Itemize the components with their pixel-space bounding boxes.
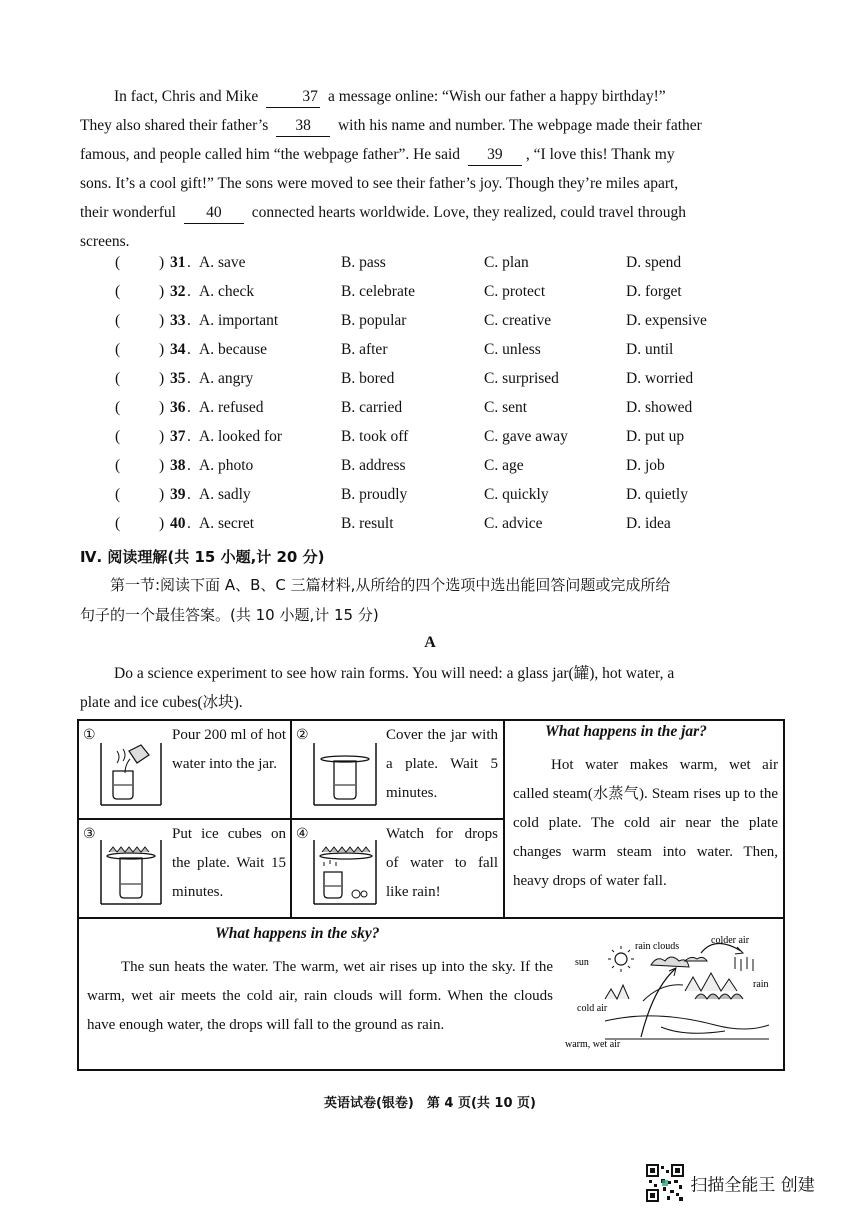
option-c: C. surprised — [484, 370, 559, 387]
option-d: D. quietly — [626, 486, 688, 503]
question-number: 39 — [170, 486, 186, 503]
passage-text: famous, and people called him “the webpage father”. He said — [80, 146, 461, 163]
passage-line — [80, 82, 785, 111]
diagram-label-colder-air: colder air — [711, 935, 750, 946]
answer-paren: ) — [159, 399, 165, 416]
step-cell — [78, 819, 291, 918]
option-b: B. address — [341, 457, 406, 474]
step-number: ② — [296, 728, 309, 743]
option-a: A. secret — [199, 515, 255, 532]
option-d: D. forget — [626, 283, 682, 300]
passage-text: with his name and number. The webpage made their father — [337, 117, 702, 134]
option-a: A. sadly — [199, 486, 251, 503]
option-row: ( ) 31 . A. save B. pass C. plan D. spend — [115, 254, 682, 271]
answer-paren[interactable]: ( — [115, 515, 121, 532]
step-cell — [78, 720, 291, 819]
option-a: A. check — [199, 283, 255, 300]
experiment-table — [77, 719, 785, 1071]
option-c: C. advice — [484, 515, 543, 532]
option-d: D. until — [626, 341, 674, 358]
blank-40: 40 — [184, 203, 244, 224]
option-c: C. creative — [484, 312, 552, 329]
answer-paren[interactable]: ( — [115, 312, 121, 329]
option-d: D. idea — [626, 515, 671, 532]
passage-intro-cont — [80, 688, 785, 717]
option-c: C. gave away — [484, 428, 568, 445]
option-a: A. photo — [199, 457, 254, 474]
sun-icon — [608, 946, 634, 972]
blank-37: 37 — [266, 87, 320, 108]
answer-paren: ) — [159, 312, 165, 329]
option-a: A. save — [199, 254, 246, 271]
answer-paren: ) — [159, 515, 165, 532]
diagram-label-cold-air: cold air — [577, 1003, 608, 1014]
answer-paren[interactable]: ( — [115, 399, 121, 416]
diagram-label-rain: rain — [753, 979, 769, 990]
option-row: ( ) 34 . A. because B. after C. unless D. until — [115, 341, 674, 358]
passage-line — [80, 111, 785, 140]
option-c: C. quickly — [484, 486, 549, 503]
cloze-passage — [80, 82, 785, 111]
option-d: D. job — [626, 457, 665, 474]
step-number: ① — [83, 728, 96, 743]
option-b: B. popular — [341, 312, 407, 329]
option-row: ( ) 32 . A. check B. celebrate C. protect D. forget — [115, 283, 682, 300]
ice-cubes-illustration — [97, 838, 165, 908]
instructions-line: 第一节:阅读下面 A、B、C 三篇材料,从所给的四个选项中选出能回答问题或完成所给 — [110, 576, 671, 594]
option-b: B. carried — [341, 399, 403, 416]
option-row: ( ) 33 . A. important B. popular C. creative D. expensive — [115, 312, 707, 329]
step-text: Watch for drops of water to fall like rain! — [386, 826, 498, 900]
option-row: ( ) 38 . A. photo B. address C. age D. job — [115, 457, 665, 474]
option-row: ( ) 36 . A. refused B. carried C. sent D. showed — [115, 399, 693, 416]
option-b: B. after — [341, 341, 388, 358]
option-d: D. spend — [626, 254, 682, 271]
answer-paren[interactable]: ( — [115, 428, 121, 445]
passage-line: screens. — [80, 233, 130, 250]
passage-text: their wonderful — [80, 204, 176, 221]
question-number: 38 — [170, 457, 186, 474]
jar-explanation — [504, 720, 784, 918]
option-c: C. plan — [484, 254, 529, 271]
diagram-label-rain-clouds: rain clouds — [635, 941, 680, 952]
question-number: 34 — [170, 341, 186, 358]
question-number: 36 — [170, 399, 186, 416]
passage-line: sons. It’s a cool gift!” The sons were moved to see their father’s joy. Though they’re miles apart, — [80, 175, 679, 192]
option-c: C. protect — [484, 283, 546, 300]
question-number: 35 — [170, 370, 186, 387]
answer-paren: ) — [159, 428, 165, 445]
option-b: B. result — [341, 515, 394, 532]
answer-paren: ) — [159, 457, 165, 474]
step-text: Put ice cubes on the plate. Wait 15 minutes. — [172, 826, 286, 900]
cloze-passage-cont — [80, 111, 785, 256]
section-instructions — [80, 570, 790, 630]
question-number: 32 — [170, 283, 186, 300]
intro-line: plate and ice cubes(冰块). — [80, 694, 243, 711]
jar-explanation-text: Hot water makes warm, wet air called steam(水蒸气). Steam rises up to the cold plate. The cold air near the plate changes warm steam into water. Then, heavy drops of water fall. — [513, 757, 778, 889]
option-b: B. proudly — [341, 486, 408, 503]
diagram-label-warm-wet-air: warm, wet air — [565, 1039, 621, 1050]
option-d: D. worried — [626, 370, 694, 387]
step-cell — [291, 720, 504, 819]
option-row: ( ) 40 . A. secret B. result C. advice D. idea — [115, 515, 671, 532]
passage-line — [80, 198, 785, 227]
step-text: Pour 200 ml of hot water into the jar. — [172, 727, 286, 772]
option-c: C. age — [484, 457, 524, 474]
jar-explanation-title: What happens in the jar? — [545, 723, 707, 740]
step-number: ④ — [296, 827, 309, 842]
option-d: D. showed — [626, 399, 693, 416]
scanner-watermark — [645, 1163, 815, 1203]
sky-explanation — [78, 918, 784, 1070]
option-row: ( ) 39 . A. sadly B. proudly C. quickly D. quietly — [115, 486, 688, 503]
water-drops-illustration — [310, 838, 380, 908]
option-a: A. important — [199, 312, 279, 329]
sky-explanation-title: What happens in the sky? — [215, 925, 380, 942]
question-number: 40 — [170, 515, 186, 532]
step-number: ③ — [83, 827, 96, 842]
option-a: A. angry — [199, 370, 254, 387]
passage-text: They also shared their father’s — [80, 117, 269, 134]
option-a: A. because — [199, 341, 267, 358]
option-row: ( ) 37 . A. looked for B. took off C. gave away D. put up — [115, 428, 685, 445]
instructions-line: 句子的一个最佳答案。(共 10 小题,计 15 分) — [80, 606, 379, 624]
step-text: Cover the jar with a plate. Wait 5 minutes. — [386, 727, 498, 801]
qr-code-icon — [645, 1163, 685, 1203]
section-heading: Ⅳ. 阅读理解(共 15 小题,计 20 分) — [80, 548, 325, 566]
question-number: 37 — [170, 428, 186, 445]
option-row: ( ) 35 . A. angry B. bored C. surprised D. worried — [115, 370, 694, 387]
question-number: 31 — [170, 254, 186, 271]
scanner-watermark-text: 扫描全能王 创建 — [690, 1175, 815, 1196]
intro-line: Do a science experiment to see how rain forms. You will need: a glass jar(罐), hot water, a — [114, 665, 675, 682]
answer-paren[interactable]: ( — [115, 457, 121, 474]
option-a: A. looked for — [199, 428, 283, 445]
answer-paren: ) — [159, 370, 165, 387]
option-b: B. bored — [341, 370, 395, 387]
sky-explanation-text: The sun heats the water. The warm, wet air rises up into the sky. If the warm, wet air meets the cold air, rain clouds will form. When the clouds have enough water, the drops will fall to the ground as rain. — [87, 959, 553, 1033]
answer-paren[interactable]: ( — [115, 341, 121, 358]
question-number: 33 — [170, 312, 186, 329]
answer-paren[interactable]: ( — [115, 283, 121, 300]
page-footer: 英语试卷(银卷) 第 4 页(共 10 页) — [323, 1096, 536, 1111]
blank-39: 39 — [468, 145, 522, 166]
diagram-label-sun: sun — [575, 957, 589, 968]
step-cell — [291, 819, 504, 918]
option-d: D. put up — [626, 428, 685, 445]
answer-paren[interactable]: ( — [115, 370, 121, 387]
passage-text: a message online: “Wish our father a happy birthday!” — [327, 88, 666, 105]
blank-38: 38 — [276, 116, 330, 137]
water-cycle-diagram — [565, 929, 779, 1051]
option-d: D. expensive — [626, 312, 707, 329]
answer-paren: ) — [159, 486, 165, 503]
answer-paren[interactable]: ( — [115, 486, 121, 503]
passage-intro — [80, 659, 785, 688]
passage-text: connected hearts worldwide. Love, they realized, could travel through — [251, 204, 686, 221]
passage-text: In fact, Chris and Mike — [114, 88, 259, 105]
answer-paren[interactable]: ( — [115, 254, 121, 271]
covered-jar-illustration — [310, 741, 380, 809]
passage-text: , “I love this! Thank my — [525, 146, 675, 163]
pour-water-illustration — [97, 741, 165, 809]
passage-letter: A — [424, 634, 436, 651]
answer-paren: ) — [159, 283, 165, 300]
answer-paren: ) — [159, 254, 165, 271]
option-c: C. sent — [484, 399, 528, 416]
option-b: B. took off — [341, 428, 409, 445]
passage-line — [80, 140, 785, 169]
option-a: A. refused — [199, 399, 264, 416]
option-b: B. pass — [341, 254, 386, 271]
option-b: B. celebrate — [341, 283, 416, 300]
options-list — [0, 254, 860, 544]
answer-paren: ) — [159, 341, 165, 358]
option-c: C. unless — [484, 341, 541, 358]
